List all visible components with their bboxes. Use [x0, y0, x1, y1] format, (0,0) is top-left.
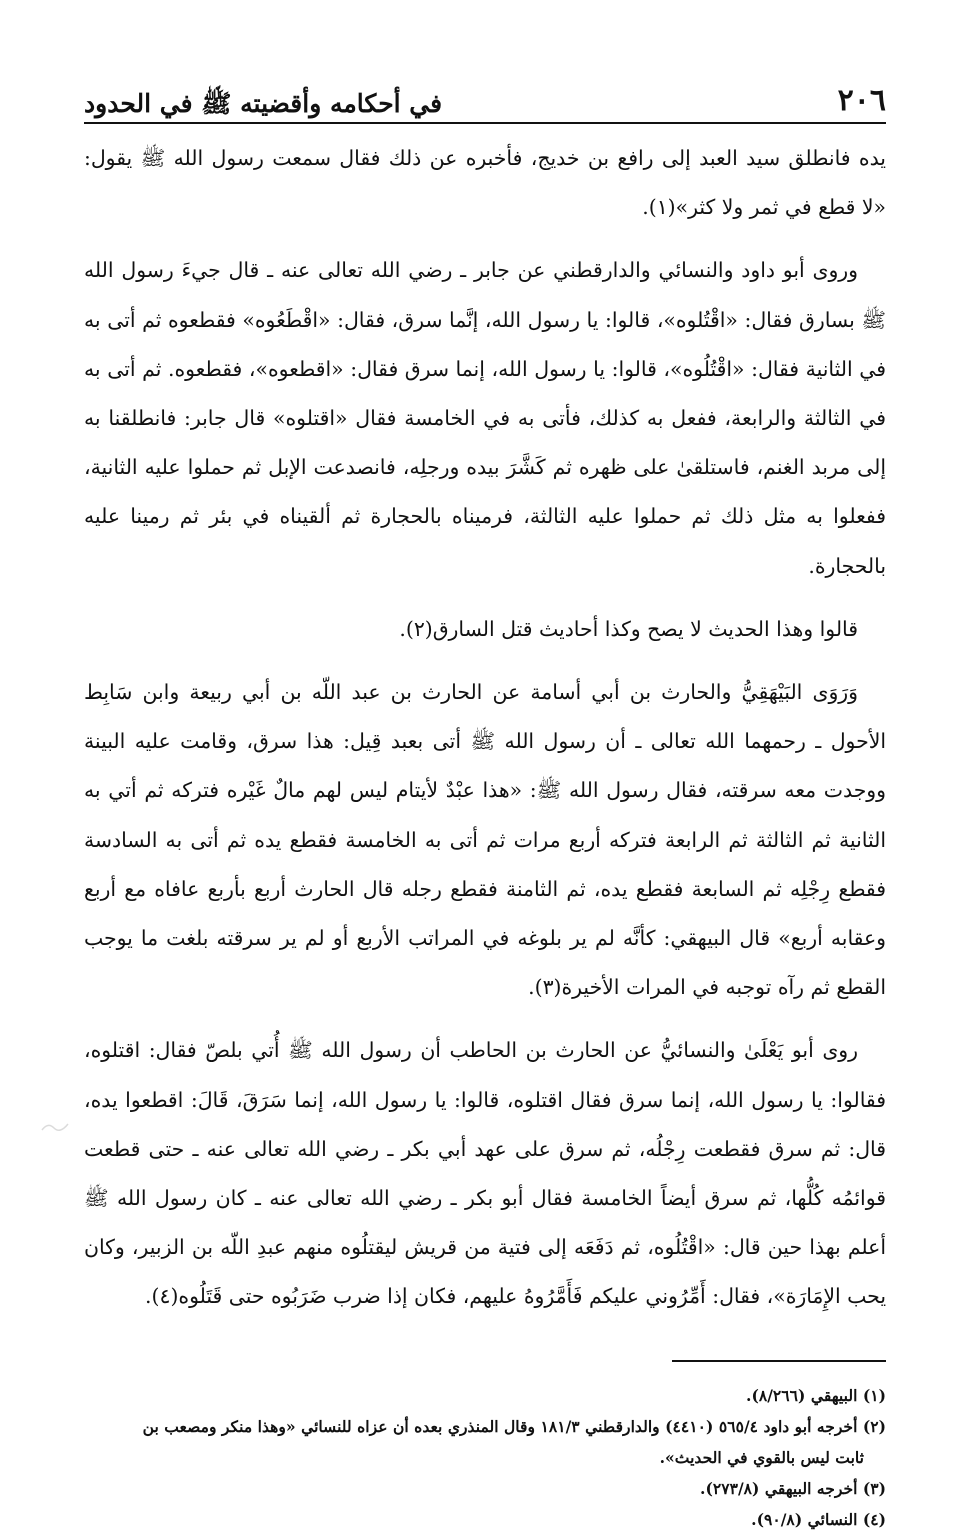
- footnote-divider: [672, 1360, 886, 1362]
- paragraph-1: يده فانطلق سيد العبد إلى رافع بن خديج، فأخبره عن ذلك فقال سمعت رسول الله ﷺ يقول: «لا قطع في ثمر ولا كثر»(١).: [84, 146, 886, 220]
- footnote-3: (٣) أخرجه البيهقي (٢٧٣/٨).: [700, 1478, 886, 1498]
- footnotes: [84, 1380, 886, 1535]
- paragraph-3: قالوا وهذا الحديث لا يصح وكذا أحاديث قتل السارق(٢).: [399, 616, 858, 641]
- footnote-4: (٤) النسائي (٩٠/٨).: [751, 1509, 886, 1529]
- running-title: في أحكامه وأقضيته ﷺ في الحدود: [84, 89, 443, 118]
- page-header: [84, 70, 886, 124]
- page-number: ٢٠٦: [837, 83, 886, 118]
- footnote-1: (١) البيهقي (٨/٢٦٦).: [746, 1385, 886, 1405]
- footnote-2-continued: ثابت ليس بالقوي في الحديث».: [659, 1447, 864, 1467]
- paragraph-5: روى أبو يَعْلَىٰ والنسائيُّ عن الحارث بن الحاطب أن رسول الله ﷺ أُتي بلصّ فقال: اقتلوه، فقالوا: يا رسول الله، إنما سرق فقال اقتلوه، قالوا: يا رسول الله، إنما سَرَقَ، قَالَ: اقطعوا يده، قال: ثم سرق فقطعت رِجْلُه، ثم سرق على عهد أبي بكر ـ رضي الله تعالى عنه ـ حتى قطعت قوائمُه كُلُّها، ثم سرق أيضاً الخامسة فقال أبو بكر ـ رضي الله تعالى عنه ـ كان رسول الله ﷺ أعلم بهذا حين قال: «اقْتُلُوه، ثم دَفَعَه إلى فتية من قريش ليقتلُوه منهم عبدِ اللّه بن الزبير، وكان يحب الإِمَارَة»، فقال: أَمِّرُوني عليكم فَأَمَّرُوهُ عليهم، فكان إذا ضرب ضَرَبُوه حتى قَتَلُوه(٤).: [84, 1038, 886, 1309]
- footnote-2: (٢) أخرجه أبو داود ٥٦٥/٤ (٤٤١٠) والدارقطني ١٨١/٣ وقال المنذري بعده أن عزاه للنسائي «وهذا منكر ومصعب بن: [142, 1416, 886, 1436]
- paragraph-2: وروى أبو داود والنسائي والدارقطني عن جابر ـ رضي الله تعالى عنه ـ قال جيءَ رسول الله ﷺ بسارق فقال: «اقْتُلوه»، قالوا: يا رسول الله، إنَّما سرق، فقال: «اقْطَعُوه» فقطعوه ثم أتى به في الثانية فقال: «اقْتُلُوه»، قالوا: يا رسول الله، إنما سرق فقال: «اقطعوه»، فقطعوه. ثم أتى به في الثالثة والرابعة، ففعل به كذلك، فأتى به في الخامسة فقال «اقتلوه» قال جابر: فانطلقنا به إلى مربد الغنم، فاستلقىٰ على ظهره ثم كَشَّرَ بيده ورجلِه، فانصدعت الإبل ثم حملوا عليه الثانية، ففعلوا به مثل ذلك ثم حملوا عليه الثالثة، فرميناه بالحجارة ثم ألقيناه في بئر ثم رمينا عليه بالحجارة.: [84, 258, 886, 578]
- paragraph-4: وَرَوَى البَيْهَقِيُّ والحارث بن أبي أسامة عن الحارث بن عبد اللّه بن أبي ربيعة وابن سَابِط الأحول ـ رحمهما الله تعالى ـ أن رسول الله ﷺ أتى بعبد قِيل: هذا سرق، وقامت عليه البينة ووجدت معه سرقته، فقال رسول الله ﷺ: «هذا عبْدٌ لأيتام ليس لهم مالٌ غَيْره فتركه ثم أتي به الثانية ثم الثالثة ثم الرابعة فتركه أربع مرات ثم أتى به الخامسة فقطع يده ثم أتى به السادسة فقطع رِجْلِه ثم السابعة فقطع يده، ثم الثامنة فقطع رجله قال الحارث أربع بأربع عافاه مع أربع وعقابه أربع» قال البيهقي: كأنَّه لم ير بلوغه في المراتب الأربع أو لم ير سرقته بلغت ما يوجب القطع ثم رآه توجبه في المرات الأخيرة(٣).: [84, 680, 886, 1000]
- main-text: [84, 134, 886, 1322]
- book-page: [84, 70, 886, 1529]
- scan-smudge: [40, 1120, 70, 1134]
